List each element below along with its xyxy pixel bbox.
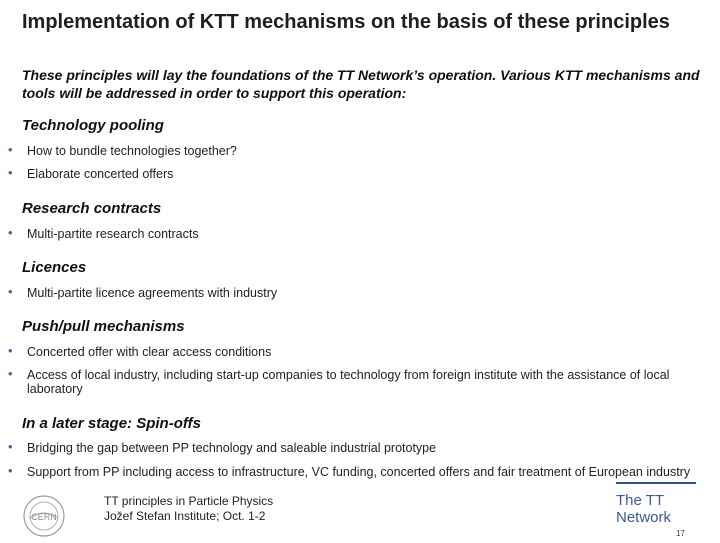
footer-event-info (104, 494, 273, 524)
list-item-text: Bridging the gap between PP technology and saleable industrial prototype (27, 441, 437, 455)
list-item-text: Multi-partite research contracts (27, 227, 199, 241)
bullet-icon: • (8, 284, 13, 299)
list-item-text: Support from PP including access to infrastructure, VC funding, concerted offers and fair treatment of European industry (27, 465, 691, 479)
list-item (8, 368, 708, 396)
list-item (8, 345, 708, 359)
list-item-text: Multi-partite licence agreements with industry (27, 286, 278, 300)
page-number: 17 (676, 529, 685, 538)
bullet-icon: • (8, 225, 13, 240)
list-item (8, 144, 708, 158)
section-heading-push-pull: Push/pull mechanisms (22, 318, 185, 335)
bullet-icon: • (8, 165, 13, 180)
intro-text: These principles will lay the foundations of the TT Network’s operation. Various KTT mechanisms and tools will be addressed in order to support this operation: (22, 67, 700, 101)
brand-line-2: Network (616, 509, 672, 526)
bullet-icon: • (8, 366, 13, 381)
cern-logo-icon (22, 494, 66, 538)
section-heading-research-contracts: Research contracts (22, 200, 162, 217)
list-item (8, 227, 708, 241)
section-heading-spin-offs: In a later stage: Spin-offs (22, 415, 201, 432)
slide-title: Implementation of KTT mechanisms on the basis of these principles (22, 11, 670, 33)
list-item (8, 441, 708, 455)
tt-network-brand (616, 492, 671, 526)
list-item (8, 167, 708, 181)
list-item-text: Elaborate concerted offers (27, 167, 174, 181)
list-item (8, 465, 708, 479)
brand-line-1: The TT (616, 492, 665, 509)
bullet-icon: • (8, 463, 13, 478)
section-heading-licences: Licences (22, 259, 87, 276)
bullet-icon: • (8, 142, 13, 157)
bullet-icon: • (8, 439, 13, 454)
list-item-text: How to bundle technologies together? (27, 144, 237, 158)
list-item (8, 286, 708, 300)
footer-divider (616, 482, 696, 484)
bullet-icon: • (8, 343, 13, 358)
section-heading-technology-pooling: Technology pooling (22, 117, 164, 134)
svg-text:CERN: CERN (31, 512, 57, 522)
footer-line-1: TT principles in Particle Physics (104, 494, 274, 508)
list-item-text: Concerted offer with clear access conditions (27, 345, 272, 359)
list-item-text: Access of local industry, including start-up companies to technology from foreign institute with the assistance of local laboratory (27, 368, 670, 396)
footer-line-2: Jožef Stefan Institute; Oct. 1-2 (104, 509, 266, 523)
